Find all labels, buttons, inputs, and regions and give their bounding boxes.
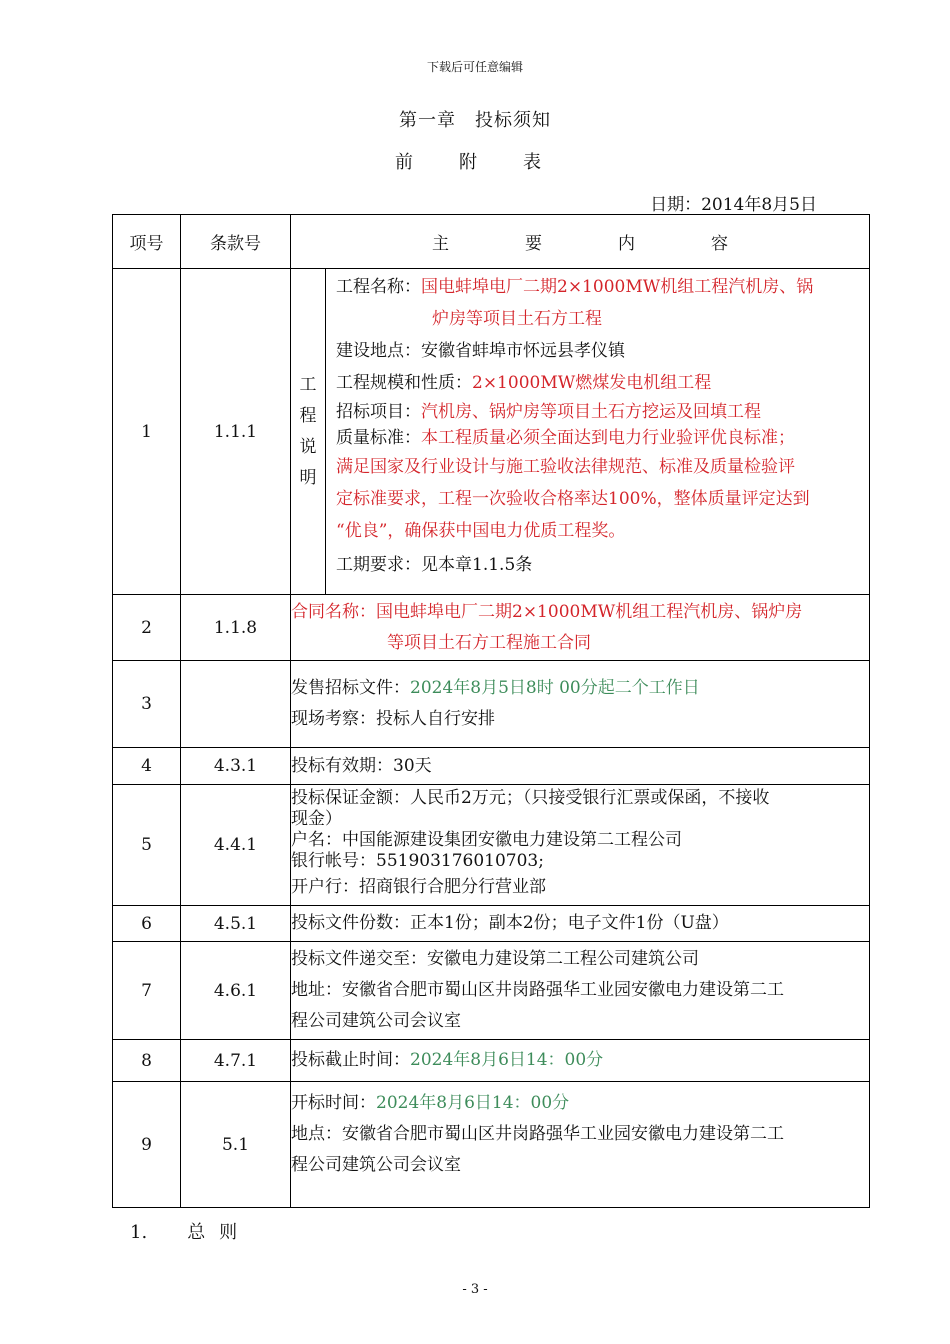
quality-standard-cont: “优良”，确保获中国电力优质工程奖。 xyxy=(336,521,626,541)
row-content xyxy=(291,269,870,595)
table-row xyxy=(113,1082,870,1208)
table-row xyxy=(113,942,870,1040)
contract-name: 合同名称：国电蚌埠电厂二期2×1000MW机组工程汽机房、锅炉房 xyxy=(291,601,803,622)
account-name: 户名：中国能源建设集团安徽电力建设第二工程公司 xyxy=(291,829,682,850)
submission-place: 投标文件递交至：安徽电力建设第二工程公司建筑公司 xyxy=(291,949,699,969)
bid-validity: 投标有效期：30天 xyxy=(291,748,870,785)
chapter-title: 第一章 投标须知 xyxy=(399,110,551,131)
bid-bond-cont: 现金） xyxy=(291,808,342,829)
table-row xyxy=(113,785,870,906)
bid-opening-place: 地点：安徽省合肥市蜀山区井岗路强华工业园安徽电力建设第二工 xyxy=(291,1124,784,1144)
bid-opening-time: 开标时间：2024年8月6日14：00分 xyxy=(291,1093,570,1113)
project-description xyxy=(326,269,869,594)
section-label: 总则 xyxy=(187,1222,252,1243)
submission-address-cont: 程公司建筑公司会议室 xyxy=(291,1011,461,1031)
row-clause: 4.6.1 xyxy=(181,942,291,1040)
project-name-cont: 炉房等项目土石方工程 xyxy=(432,309,602,329)
bid-bond: 投标保证金额：人民币2万元；（只接受银行汇票或保函，不接收 xyxy=(291,787,770,808)
section-heading xyxy=(130,1218,251,1244)
side-label-char: 工 xyxy=(299,374,317,395)
row-number: 7 xyxy=(113,942,181,1040)
row-number: 6 xyxy=(113,906,181,942)
document-date: 日期：2014年8月5日 xyxy=(650,195,817,215)
header-main-char: 内 xyxy=(618,234,635,254)
submission-address: 地址：安徽省合肥市蜀山区井岗路强华工业园安徽电力建设第二工 xyxy=(291,980,784,1000)
side-label-char: 程 xyxy=(299,405,317,426)
bid-info-table xyxy=(112,214,870,1208)
header-note: 下载后可任意编辑 xyxy=(426,60,523,74)
row-clause: 5.1 xyxy=(181,1082,291,1208)
row-number: 1 xyxy=(113,269,181,595)
row-number: 3 xyxy=(113,661,181,748)
table-row xyxy=(113,748,870,785)
header-main-char: 要 xyxy=(525,234,542,254)
quality-standard: 质量标准：本工程质量必须全面达到电力行业验评优良标准； xyxy=(336,428,795,448)
bid-item: 招标项目：汽机房、锅炉房等项目土石方挖运及回填工程 xyxy=(336,402,761,422)
row-number: 8 xyxy=(113,1040,181,1082)
bid-opening-place-cont: 程公司建筑公司会议室 xyxy=(291,1155,461,1175)
row-number: 9 xyxy=(113,1082,181,1208)
row-clause: 4.7.1 xyxy=(181,1040,291,1082)
row-content xyxy=(291,1082,870,1208)
project-scale: 工程规模和性质：2×1000MW燃煤发电机组工程 xyxy=(336,373,712,393)
row-clause: 4.3.1 xyxy=(181,748,291,785)
bank-account: 银行帐号：551903176010703; xyxy=(291,850,544,871)
contract-name-cont: 等项目土石方工程施工合同 xyxy=(387,632,591,653)
row-content xyxy=(291,661,870,748)
header-main-char: 主 xyxy=(432,234,449,254)
row-clause xyxy=(181,661,291,748)
page-number: - 3 - xyxy=(462,1282,488,1297)
quality-standard-cont: 定标准要求，工程一次验收合格率达100%，整体质量评定达到 xyxy=(336,489,810,509)
construction-site: 建设地点：安徽省蚌埠市怀远县孝仪镇 xyxy=(336,341,625,361)
section-number: 1. xyxy=(130,1222,148,1243)
table-subtitle: 前 附 表 xyxy=(395,152,555,173)
side-label-char: 说 xyxy=(299,436,317,457)
quality-standard-cont: 满足国家及行业设计与施工验收法律规范、标准及质量检验评 xyxy=(336,457,795,477)
row-number: 5 xyxy=(113,785,181,906)
header-main-char: 容 xyxy=(711,234,728,254)
table-row xyxy=(113,906,870,942)
construction-period: 工期要求：见本章1.1.5条 xyxy=(336,555,533,575)
row-content xyxy=(291,942,870,1040)
project-name: 工程名称：国电蚌埠电厂二期2×1000MW机组工程汽机房、锅 xyxy=(336,277,814,297)
row-content xyxy=(291,595,870,661)
project-description-label xyxy=(291,269,326,594)
table-row xyxy=(113,661,870,748)
row-number: 4 xyxy=(113,748,181,785)
row-number: 2 xyxy=(113,595,181,661)
site-visit: 现场考察：投标人自行安排 xyxy=(291,709,495,729)
table-header-row xyxy=(113,215,870,269)
row-clause: 4.4.1 xyxy=(181,785,291,906)
bank-branch: 开户行：招商银行合肥分行营业部 xyxy=(291,876,546,897)
bid-copies: 投标文件份数：正本1份；副本2份；电子文件1份（U盘） xyxy=(291,906,870,942)
row-clause: 4.5.1 xyxy=(181,906,291,942)
row-clause: 1.1.8 xyxy=(181,595,291,661)
table-row xyxy=(113,595,870,661)
table-row xyxy=(113,1040,870,1082)
row-clause: 1.1.1 xyxy=(181,269,291,595)
header-main-content xyxy=(291,215,870,269)
header-item-number: 项号 xyxy=(113,215,181,269)
table-row xyxy=(113,269,870,595)
side-label-char: 明 xyxy=(299,467,317,488)
row-content xyxy=(291,785,870,906)
header-clause-number: 条款号 xyxy=(181,215,291,269)
bid-deadline: 投标截止时间：2024年8月6日14：00分 xyxy=(291,1040,870,1082)
bid-document-sale: 发售招标文件：2024年8月5日8时 00分起二个工作日 xyxy=(291,678,700,698)
